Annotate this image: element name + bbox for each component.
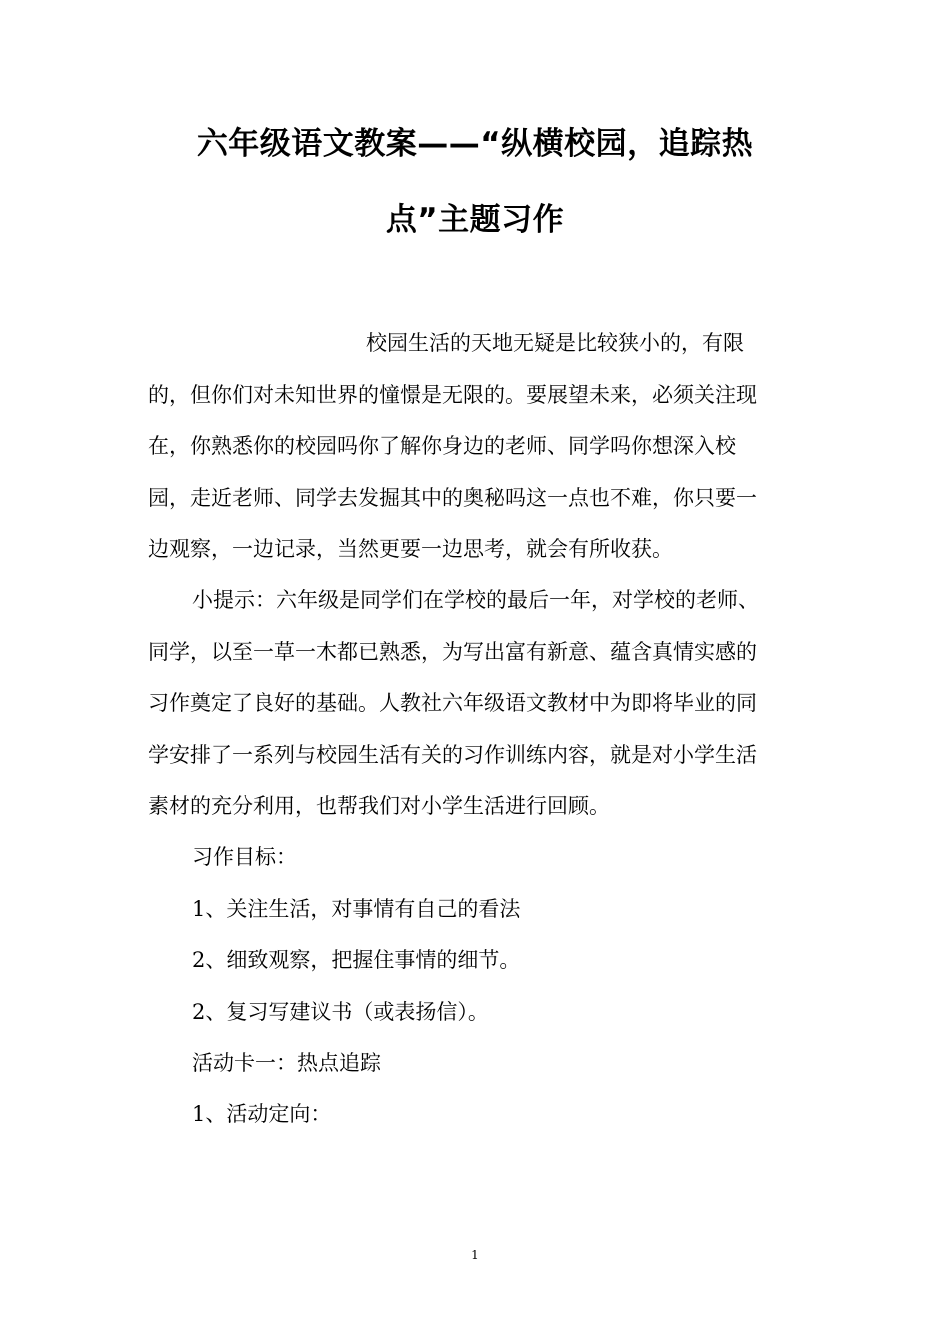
intro-line-5: 边观察，一边记录，当然更要一边思考，就会有所收获。 xyxy=(148,537,673,561)
goal-item-2-number: 2 xyxy=(192,948,206,972)
goal-item-1 xyxy=(192,894,798,924)
tip-line-3: 习作奠定了良好的基础。人教社六年级语文教材中为即将毕业的同 xyxy=(148,691,757,715)
goal-item-3-number: 2 xyxy=(192,1000,206,1024)
intro-line-2: 的，但你们对未知世界的憧憬是无限的。要展望未来，必须关注现 xyxy=(148,383,757,407)
intro-line-1: 校园生活的天地无疑是比较狭小的，有限 xyxy=(366,331,744,355)
goal-item-1-text: 、关注生活，对事情有自己的看法 xyxy=(205,897,521,921)
document-title-line-2: 点”主题习作 xyxy=(385,202,565,238)
activity-step-1-number: 1 xyxy=(192,1102,206,1126)
tip-line-2: 同学，以至一草一木都已熟悉，为写出富有新意、蕴含真情实感的 xyxy=(148,640,757,664)
goal-item-2 xyxy=(192,945,798,975)
page-number: 1 xyxy=(471,1248,479,1262)
tip-line-4: 学安排了一系列与校园生活有关的习作训练内容，就是对小学生活 xyxy=(148,743,757,767)
activity-heading: 活动卡一：热点追踪 xyxy=(192,1051,381,1075)
goal-item-1-number: 1 xyxy=(192,897,206,921)
intro-line-3: 在，你熟悉你的校园吗你了解你身边的老师、同学吗你想深入校 xyxy=(148,434,736,458)
goals-heading: 习作目标： xyxy=(192,845,297,869)
goal-item-3 xyxy=(192,997,798,1027)
tip-line-1: 小提示：六年级是同学们在学校的最后一年，对学校的老师、 xyxy=(192,588,759,612)
intro-line-4: 园，走近老师、同学去发掘其中的奥秘吗这一点也不难，你只要一 xyxy=(148,486,757,510)
goal-item-2-text: 、细致观察，把握住事情的细节。 xyxy=(205,948,521,972)
tip-line-5: 素材的充分利用，也帮我们对小学生活进行回顾。 xyxy=(148,794,610,818)
activity-step-1-text: 、活动定向： xyxy=(205,1102,332,1126)
activity-step-1 xyxy=(192,1099,798,1129)
goal-item-3-text: 、复习写建议书（或表扬信）。 xyxy=(205,1000,489,1024)
document-title-line-1: 六年级语文教案——“纵横校园，追踪热 xyxy=(196,126,754,162)
